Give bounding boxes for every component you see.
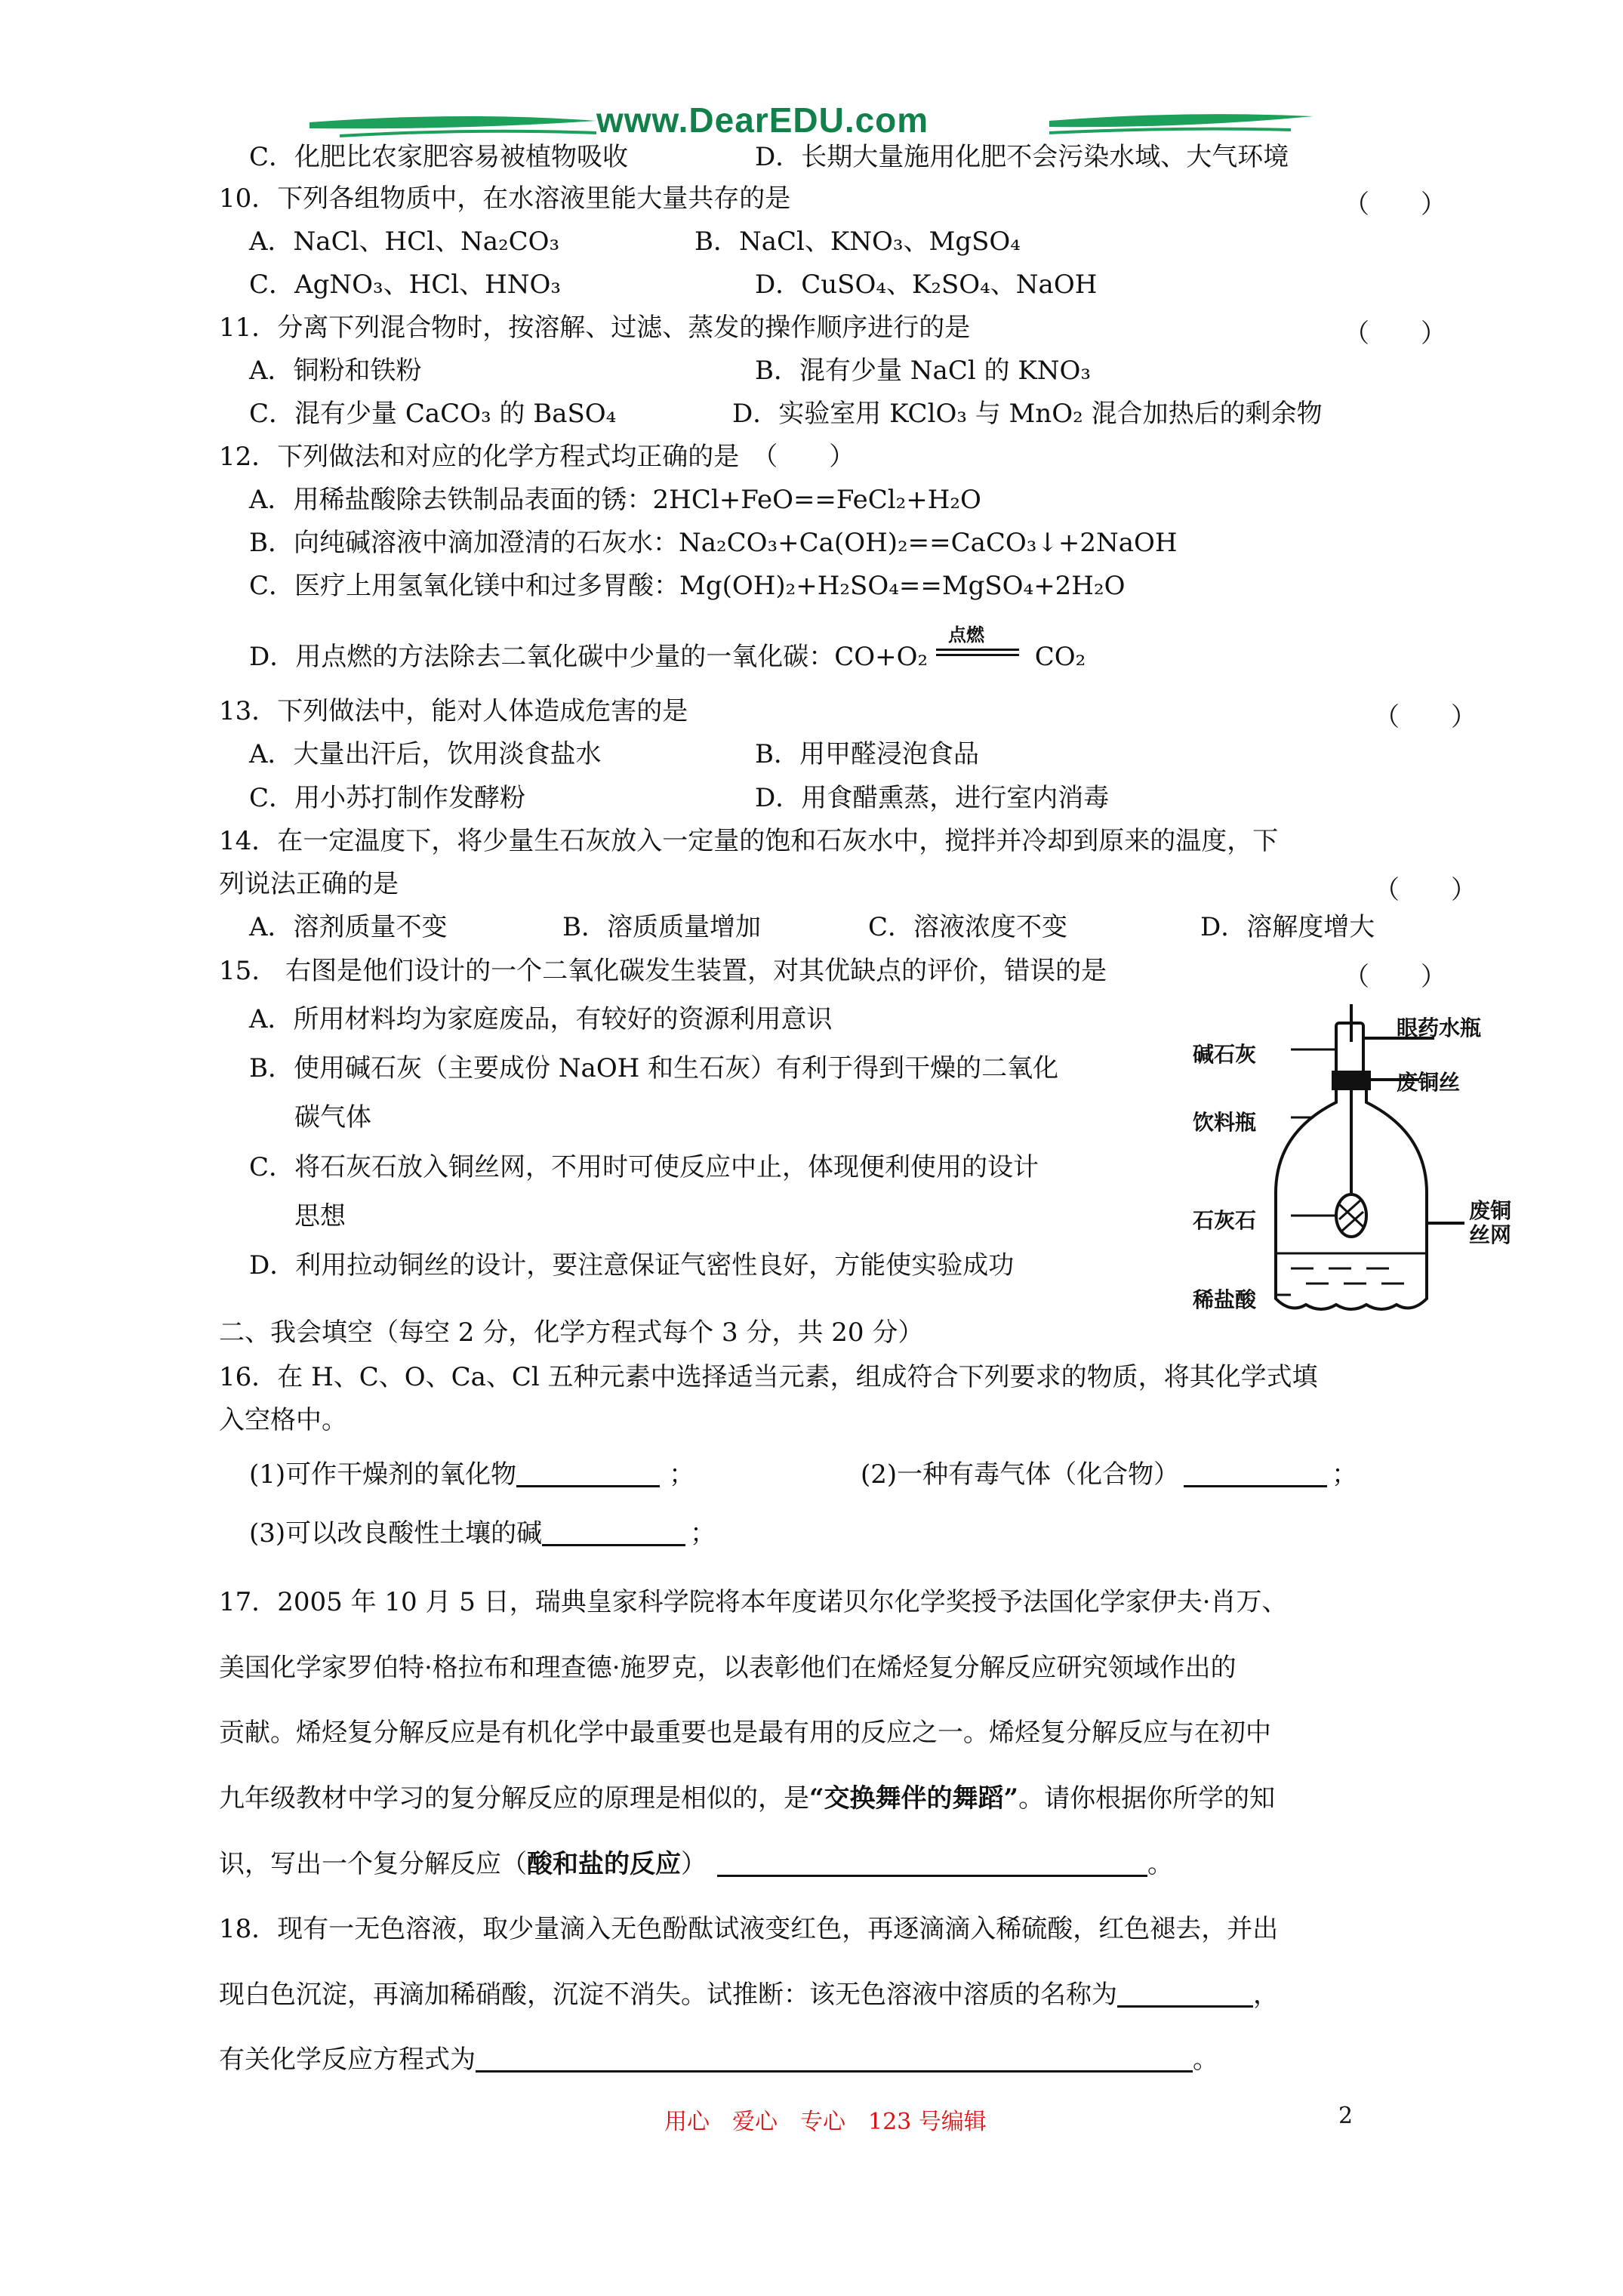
q17-answer-blank[interactable] (717, 1849, 1147, 1877)
q18-line-1: 18．现有一无色溶液，取少量滴入无色酚酞试液变红色，再逐滴滴入稀硫酸，红色褪去，并出 (219, 1914, 1279, 1944)
q15-option-c-continued: 思想 (294, 1201, 346, 1231)
q11-answer-paren: （ ） (1344, 319, 1446, 349)
q17-line-1: 17．2005 年 10 月 5 日，瑞典皇家科学院将本年度诺贝尔化学奖授予法国化学家伊夫·肖万、 (219, 1587, 1288, 1617)
q10-option-c: C．AgNO₃、HCl、HNO₃ (249, 270, 562, 300)
q17-highlight-phrase: “交换舞伴的舞蹈” (809, 1783, 1019, 1814)
page-number: 2 (1338, 2103, 1354, 2129)
q16-part-1-blank[interactable] (516, 1459, 660, 1487)
q16-part-3-blank[interactable] (542, 1518, 685, 1546)
q12-stem: 12．下列做法和对应的化学方程式均正确的是 （ ） (219, 442, 855, 472)
q16-part-2: (2)一种有毒气体（化合物） ； (861, 1459, 1358, 1490)
q15-stem: 15. 右图是他们设计的一个二氧化碳发生装置，对其优缺点的评价，错误的是 (219, 956, 1107, 986)
q13-answer-paren: （ ） (1374, 702, 1477, 732)
q14-option-c: C．溶液浓度不变 (868, 912, 1068, 942)
q16-part-3: (3)可以改良酸性土壤的碱 ； (249, 1518, 716, 1549)
q13-option-b: B．用甲醛浸泡食品 (755, 739, 979, 769)
q12-option-a: A．用稀盐酸除去铁制品表面的锈：2HCl+FeO==FeCl₂+H₂O (249, 485, 981, 515)
figure-label-acid: 稀盐酸 (1193, 1287, 1257, 1312)
q14-option-d: D．溶解度增大 (1200, 912, 1375, 942)
q14-stem: 14．在一定温度下，将少量生石灰放入一定量的饱和石灰水中，搅拌并冷却到原来的温度，下 (219, 826, 1279, 856)
q14-option-a: A．溶剂质量不变 (249, 912, 448, 942)
figure-label-copper-wire: 废铜丝 (1397, 1070, 1461, 1095)
q10-option-d: D．CuSO₄、K₂SO₄、NaOH (755, 270, 1098, 300)
q17-line-4: 九年级教材中学习的复分解反应的原理是相似的，是“交换舞伴的舞蹈”。请你根据你所学的知 (219, 1783, 1276, 1814)
q11-stem: 11．分离下列混合物时，按溶解、过滤、蒸发的操作顺序进行的是 (219, 313, 971, 343)
q15-option-b: B．使用碱石灰（主要成份 NaOH 和生石灰）有利于得到干燥的二氧化 (249, 1053, 1059, 1083)
q11-option-a: A．铜粉和铁粉 (249, 356, 422, 386)
q15-option-c: C．将石灰石放入铜丝网，不用时可使反应中止，体现便利使用的设计 (249, 1152, 1039, 1182)
figure-label-copper-net-line2: 丝网 (1469, 1222, 1512, 1247)
q17-reaction-type: 酸和盐的反应 (527, 1849, 681, 1879)
header-logo-text: www.DearEDU.com (596, 100, 929, 140)
q15-option-a: A．所用材料均为家庭废品，有较好的资源利用意识 (249, 1004, 833, 1034)
q16-part-1-label: (1)可作干燥剂的氧化物 (249, 1459, 517, 1490)
q16-stem-continued: 入空格中。 (219, 1405, 347, 1435)
q16-part-1: (1)可作干燥剂的氧化物 ； (249, 1459, 695, 1490)
q17-line-5: 识，写出一个复分解反应（酸和盐的反应） 。 (219, 1849, 1173, 1879)
q13-option-d: D．用食醋熏蒸，进行室内消毒 (755, 783, 1110, 813)
figure-label-limestone: 石灰石 (1193, 1208, 1257, 1233)
section-2-title: 二、我会填空（每空 2 分，化学方程式每个 3 分，共 20 分） (219, 1318, 924, 1348)
q10-option-b: B．NaCl、KNO₃、MgSO₄ (694, 227, 1021, 257)
q14-option-b: B．溶质质量增加 (562, 912, 761, 942)
q12-option-d-text: D．用点燃的方法除去二氧化碳中少量的一氧化碳：CO+O₂ (249, 642, 929, 672)
q12-option-d (249, 624, 1086, 672)
q13-stem: 13．下列做法中，能对人体造成危害的是 (219, 696, 688, 726)
q9-option-d: D．长期大量施用化肥不会污染水域、大气环境 (755, 142, 1289, 172)
q15-option-b-continued: 碳气体 (294, 1102, 371, 1133)
q10-option-a: A．NaCl、HCl、Na₂CO₃ (249, 227, 560, 257)
q11-option-b: B．混有少量 NaCl 的 KNO₃ (755, 356, 1091, 386)
q14-stem-continued: 列说法正确的是 (219, 869, 399, 899)
figure-label-eye-dropper: 眼药水瓶 (1397, 1015, 1482, 1040)
q11-option-c: C．混有少量 CaCO₃ 的 BaSO₄ (249, 399, 617, 429)
q16-part-2-label: (2)一种有毒气体（化合物） (861, 1459, 1180, 1490)
q13-option-a: A．大量出汗后，饮用淡食盐水 (249, 739, 602, 769)
footer-text: 用心 爱心 专心 123 号编辑 (664, 2109, 987, 2135)
co2-generator-figure (1193, 997, 1510, 1329)
q17-line-3: 贡献。烯烃复分解反应是有机化学中最重要也是最有用的反应之一。烯烃复分解反应与在初中 (219, 1718, 1271, 1748)
reaction-condition-arrow (936, 624, 1027, 668)
q16-part-2-blank[interactable] (1184, 1459, 1327, 1487)
figure-label-bottle: 饮料瓶 (1193, 1110, 1257, 1135)
q16-part-3-label: (3)可以改良酸性土壤的碱 (249, 1518, 543, 1549)
reaction-condition-label: 点燃 (947, 624, 984, 646)
q15-option-d: D．利用拉动铜丝的设计，要注意保证气密性良好，方能使实验成功 (249, 1250, 1015, 1281)
q10-answer-paren: （ ） (1344, 190, 1446, 220)
q14-answer-paren: （ ） (1374, 875, 1477, 905)
q18-line-2: 现白色沉淀，再滴加稀硝酸，沉淀不消失。试推断：该无色溶液中溶质的名称为 ， (219, 1980, 1279, 2010)
q18-equation-blank[interactable] (476, 2045, 1193, 2073)
q10-stem: 10．下列各组物质中，在水溶液里能大量共存的是 (219, 183, 791, 214)
figure-label-soda-lime: 碱石灰 (1193, 1042, 1257, 1067)
q9-option-c: C．化肥比农家肥容易被植物吸收 (249, 142, 629, 172)
q12-option-c: C．医疗上用氢氧化镁中和过多胃酸：Mg(OH)₂+H₂SO₄==MgSO₄+2H₂O (249, 571, 1126, 601)
q15-answer-paren: （ ） (1344, 962, 1446, 992)
q11-option-d: D．实验室用 KClO₃ 与 MnO₂ 混合加热后的剩余物 (732, 399, 1323, 429)
q17-line-2: 美国化学家罗伯特·格拉布和理查德·施罗克，以表彰他们在烯烃复分解反应研究领域作出的 (219, 1653, 1236, 1683)
q18-solute-name-blank[interactable] (1117, 1980, 1253, 2008)
q16-stem: 16．在 H、C、O、Ca、Cl 五种元素中选择适当元素，组成符合下列要求的物质，将其化学式填 (219, 1362, 1318, 1392)
q12-option-b: B．向纯碱溶液中滴加澄清的石灰水：Na₂CO₃+Ca(OH)₂==CaCO₃↓+2NaOH (249, 528, 1178, 558)
q18-line-3: 有关化学反应方程式为 。 (219, 2045, 1218, 2075)
q12-option-d-product: CO₂ (1034, 642, 1086, 672)
figure-label-copper-net-line1: 废铜 (1469, 1198, 1512, 1223)
q13-option-c: C．用小苏打制作发酵粉 (249, 783, 526, 813)
